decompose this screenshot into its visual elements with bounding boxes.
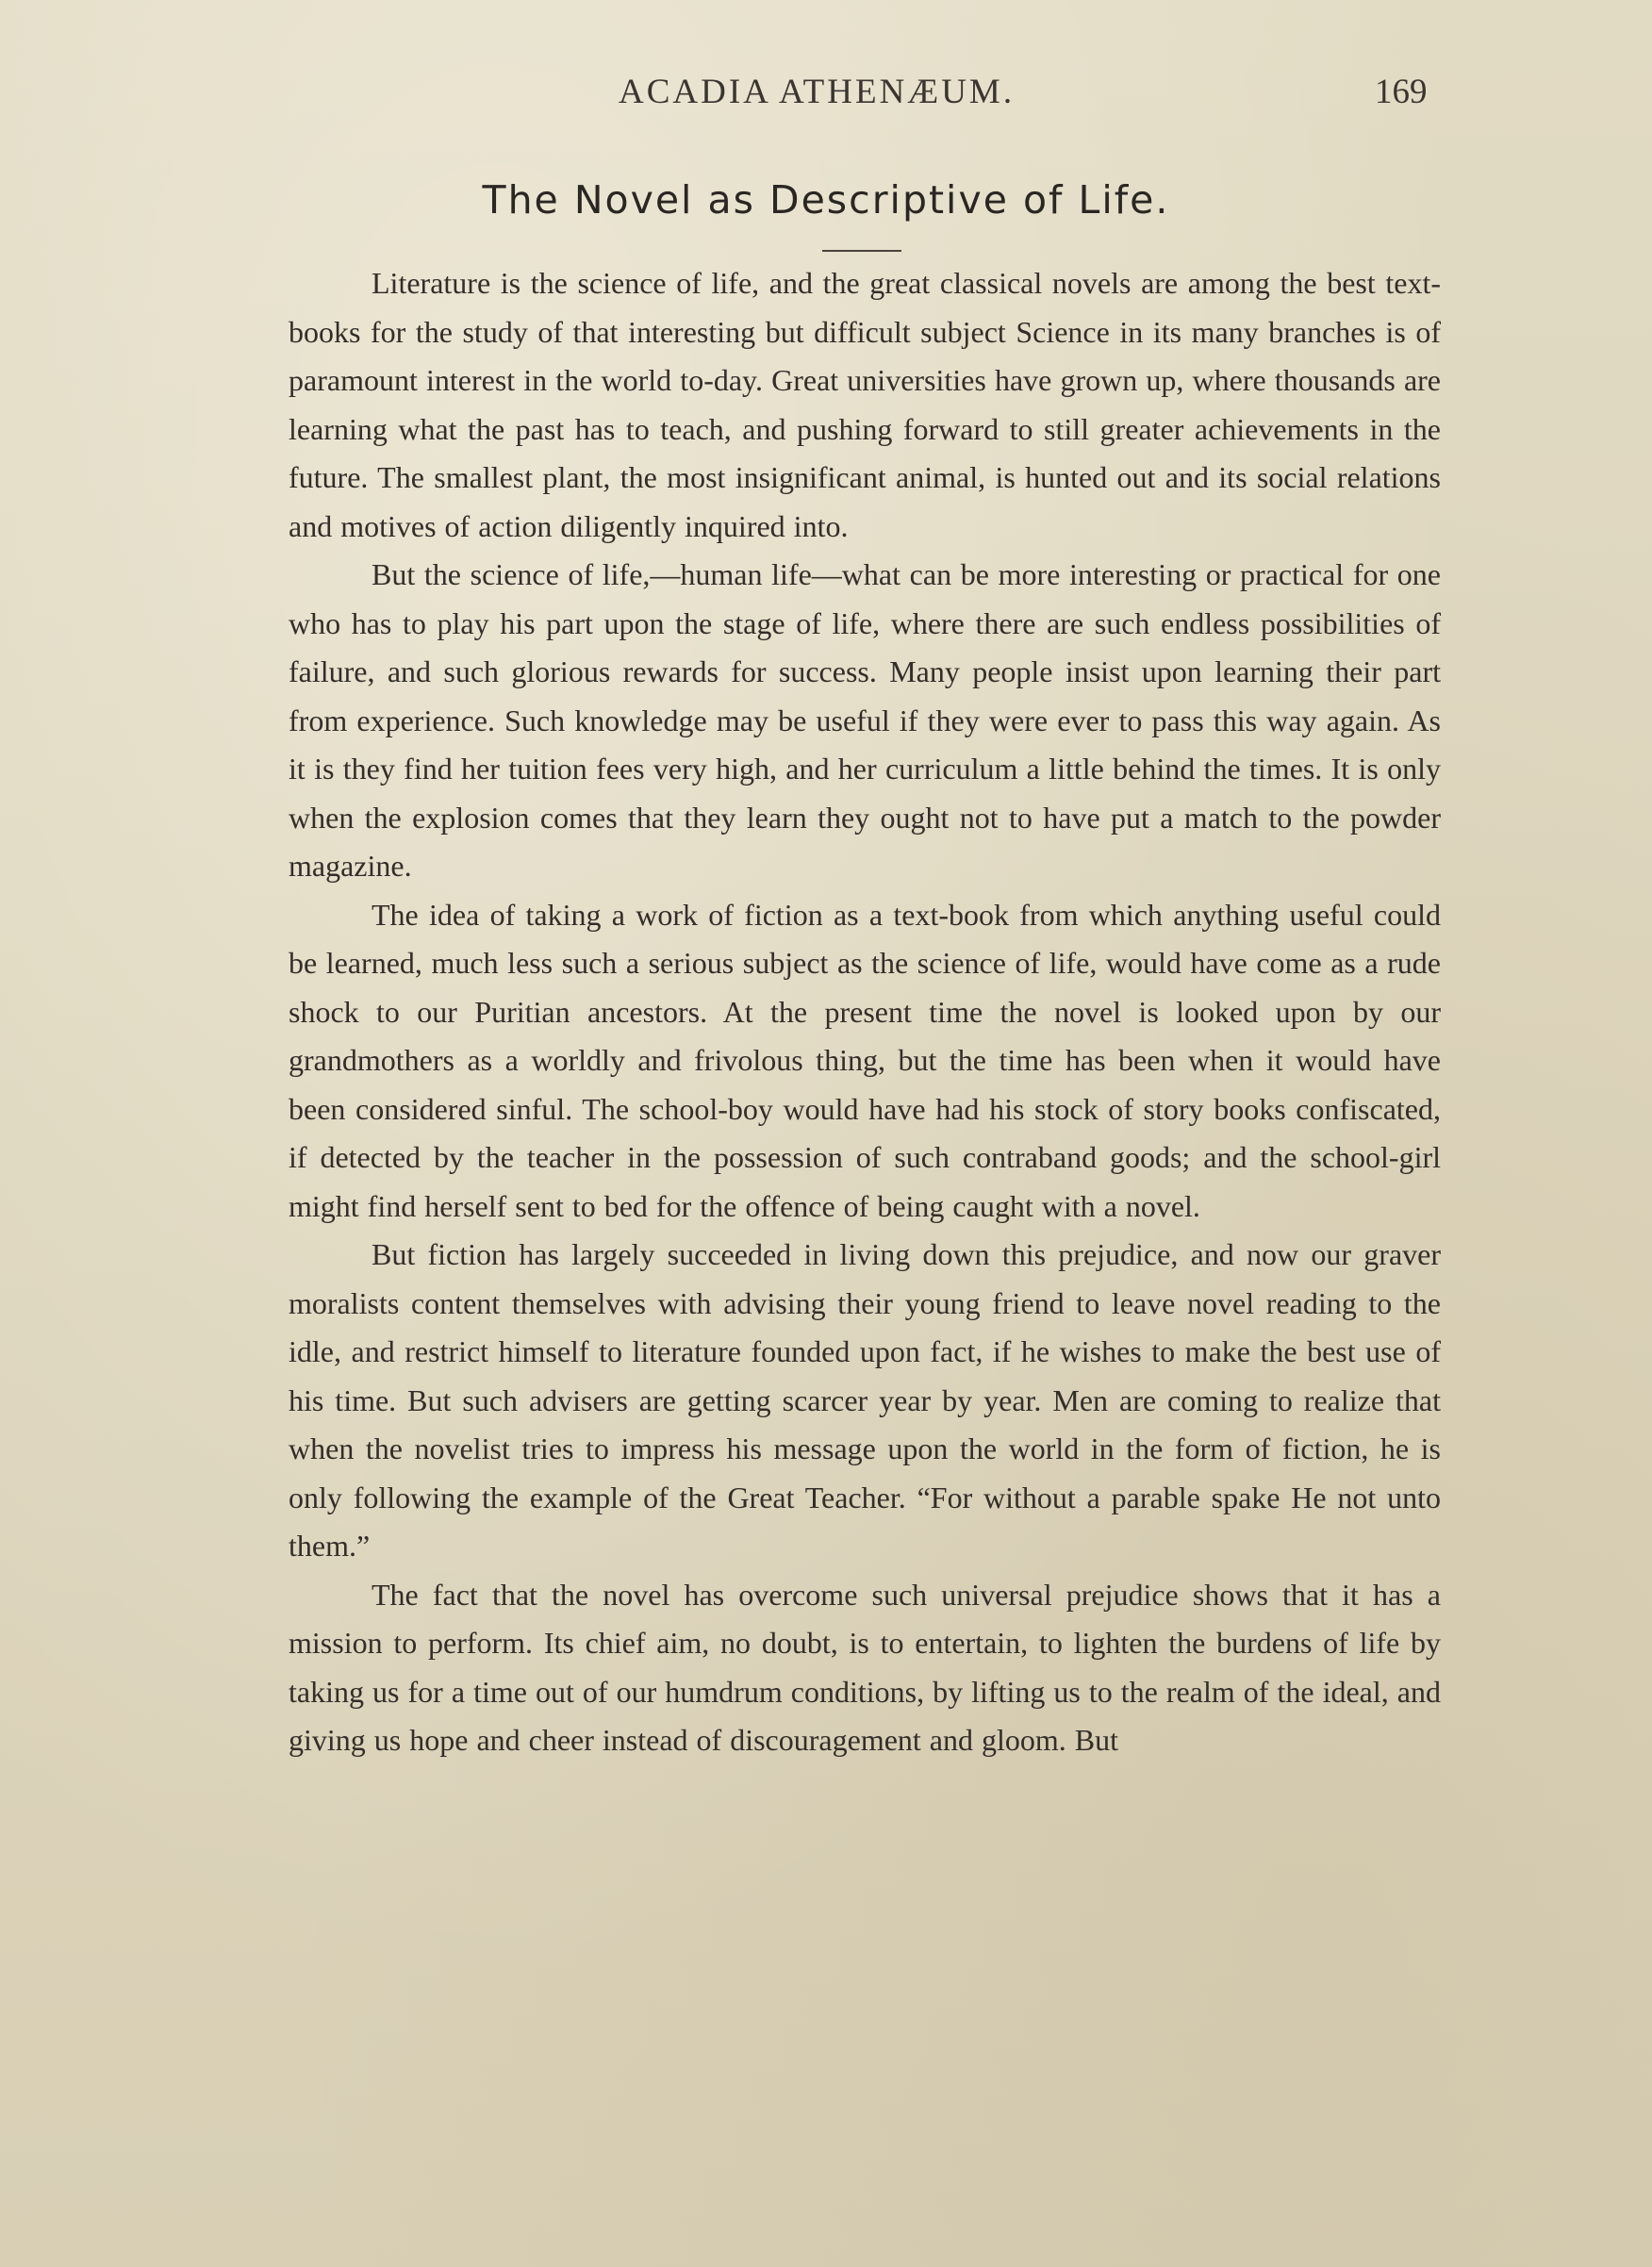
- paragraph: The fact that the novel has overcome such universal prejudice shows that it has a mission to perform. Its chief aim, no doubt, is to entertain, to lighten the burdens of life by taking us for a time out of our humdrum conditions, by lifting us to the realm of the ideal, and giving us hope and cheer instead of discouragement and gloom. But: [289, 1577, 1441, 1757]
- title-rule: [822, 250, 901, 252]
- paragraph: Literature is the science of life, and the great classical novels are among the best text-books for the study of that interesting but difficult subject Science in its many branches is of paramount interest in the world to-day. Great universities have grown up, where thousands are learning what the past has to teach, and pushing forward to still greater achievements in the future. The smallest plant, the most insignificant animal, is hunted out and its social relations and motives of action diligently inquired into.: [289, 266, 1441, 543]
- paragraph: The idea of taking a work of fiction as a text-book from which anything useful could be learned, much less such a serious subject as the science of life, would have come as a rude shock to our Puritian ancestors. At the present time the novel is looked upon by our grandmothers as a worldly and frivolous thing, but the time has been when it would have been considered sinful. The school-boy would have had his stock of story books confiscated, if detected by the teacher in the possession of such contraband goods; and the school-girl might find herself sent to bed for the offence of being caught with a novel.: [289, 897, 1441, 1223]
- running-head: [0, 72, 1652, 119]
- article-body: [289, 259, 1441, 1765]
- paragraph: But fiction has largely succeeded in living down this prejudice, and now our graver moralists content themselves with advising their young friend to leave novel reading to the idle, and restrict himself to literature founded upon fact, if he wishes to make the best use of his time. But such advisers are getting scarcer year by year. Men are coming to realize that when the novelist tries to impress his message upon the world in the form of fiction, he is only following the example of the Great Teacher. “For without a parable spake He not unto them.”: [289, 1237, 1441, 1563]
- page-number: 169: [1375, 73, 1428, 111]
- paragraph: But the science of life,—human life—what can be more interesting or practical for one who has to play his part upon the stage of life, where there are such endless possibilities of failure, and such glorious rewards for success. Many people insist upon learning their part from experience. Such knowledge may be useful if they were ever to pass this way again. As it is they find her tuition fees very high, and her curriculum a little behind the times. It is only when the explosion comes that they learn they ought not to have put a match to the powder magazine.: [289, 557, 1441, 883]
- article-title: The Novel as Descriptive of Life.: [482, 177, 1170, 223]
- journal-title: ACADIA ATHENÆUM.: [619, 73, 1016, 111]
